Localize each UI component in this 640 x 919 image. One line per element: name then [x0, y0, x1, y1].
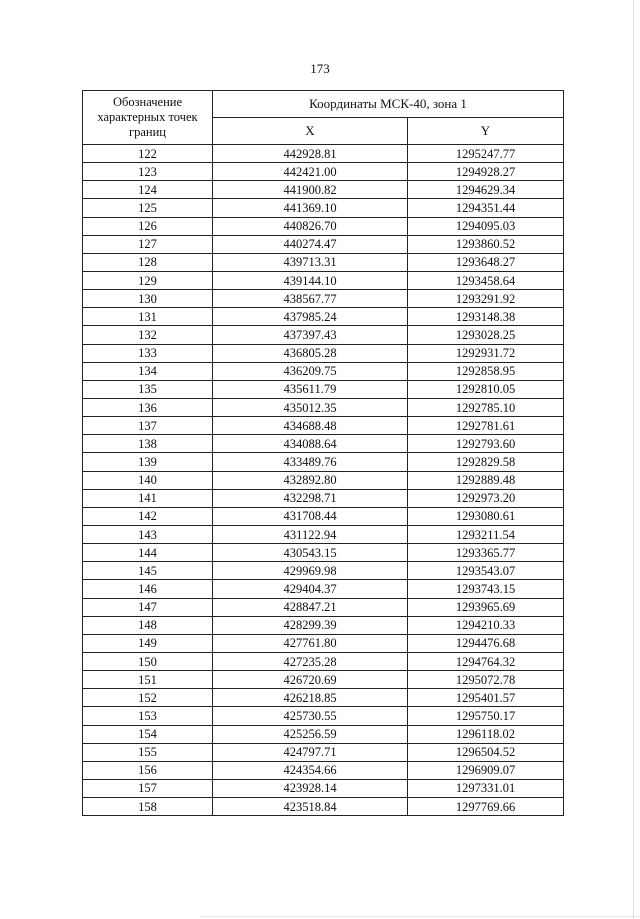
x-coordinate-cell: 440274.47 [213, 235, 408, 253]
point-cell: 145 [83, 562, 213, 580]
y-coordinate-cell: 1292931.72 [408, 344, 564, 362]
point-cell: 136 [83, 398, 213, 416]
x-coordinate-cell: 427235.28 [213, 652, 408, 670]
x-coordinate-cell: 439144.10 [213, 271, 408, 289]
y-coordinate-cell: 1293743.15 [408, 580, 564, 598]
table-row [83, 689, 564, 707]
table-row [83, 253, 564, 271]
y-coordinate-cell: 1296118.02 [408, 725, 564, 743]
point-cell: 151 [83, 671, 213, 689]
point-cell: 149 [83, 634, 213, 652]
y-coordinate-cell: 1292858.95 [408, 362, 564, 380]
x-coordinate-cell: 435611.79 [213, 380, 408, 398]
y-coordinate-cell: 1294476.68 [408, 634, 564, 652]
x-coordinate-cell: 442928.81 [213, 145, 408, 163]
point-cell: 123 [83, 163, 213, 181]
x-coordinate-cell: 438567.77 [213, 290, 408, 308]
x-coordinate-cell: 432892.80 [213, 471, 408, 489]
x-coordinate-cell: 436805.28 [213, 344, 408, 362]
table-row [83, 652, 564, 670]
y-coordinate-cell: 1295247.77 [408, 145, 564, 163]
point-cell: 140 [83, 471, 213, 489]
point-cell: 141 [83, 489, 213, 507]
x-coordinate-cell: 424797.71 [213, 743, 408, 761]
header-y: Y [408, 118, 564, 145]
point-cell: 129 [83, 271, 213, 289]
table-row [83, 235, 564, 253]
x-coordinate-cell: 433489.76 [213, 453, 408, 471]
y-coordinate-cell: 1292810.05 [408, 380, 564, 398]
y-coordinate-cell: 1297331.01 [408, 779, 564, 797]
x-coordinate-cell: 434088.64 [213, 435, 408, 453]
x-coordinate-cell: 442421.00 [213, 163, 408, 181]
x-coordinate-cell: 441369.10 [213, 199, 408, 217]
table-row [83, 616, 564, 634]
header-coordinates: Координаты МСК-40, зона 1 [213, 91, 564, 118]
table-row [83, 271, 564, 289]
point-cell: 156 [83, 761, 213, 779]
x-coordinate-cell: 423928.14 [213, 779, 408, 797]
table-row [83, 798, 564, 816]
x-coordinate-cell: 426720.69 [213, 671, 408, 689]
y-coordinate-cell: 1295072.78 [408, 671, 564, 689]
table-row [83, 598, 564, 616]
x-coordinate-cell: 424354.66 [213, 761, 408, 779]
x-coordinate-cell: 427761.80 [213, 634, 408, 652]
point-cell: 153 [83, 707, 213, 725]
y-coordinate-cell: 1292793.60 [408, 435, 564, 453]
point-cell: 137 [83, 417, 213, 435]
table-row [83, 199, 564, 217]
point-cell: 146 [83, 580, 213, 598]
table-row [83, 761, 564, 779]
y-coordinate-cell: 1293648.27 [408, 253, 564, 271]
table-row [83, 308, 564, 326]
point-cell: 154 [83, 725, 213, 743]
table-row [83, 290, 564, 308]
x-coordinate-cell: 435012.35 [213, 398, 408, 416]
point-cell: 143 [83, 525, 213, 543]
point-cell: 157 [83, 779, 213, 797]
point-cell: 132 [83, 326, 213, 344]
x-coordinate-cell: 428299.39 [213, 616, 408, 634]
table-row [83, 634, 564, 652]
x-coordinate-cell: 431708.44 [213, 507, 408, 525]
y-coordinate-cell: 1292829.58 [408, 453, 564, 471]
x-coordinate-cell: 437397.43 [213, 326, 408, 344]
table-row [83, 326, 564, 344]
x-coordinate-cell: 439713.31 [213, 253, 408, 271]
point-cell: 150 [83, 652, 213, 670]
x-coordinate-cell: 429404.37 [213, 580, 408, 598]
y-coordinate-cell: 1294928.27 [408, 163, 564, 181]
point-cell: 126 [83, 217, 213, 235]
point-cell: 124 [83, 181, 213, 199]
table-row [83, 398, 564, 416]
table-row [83, 580, 564, 598]
y-coordinate-cell: 1293965.69 [408, 598, 564, 616]
page-number: 173 [310, 61, 330, 76]
x-coordinate-cell: 423518.84 [213, 798, 408, 816]
table-row [83, 471, 564, 489]
y-coordinate-cell: 1293148.38 [408, 308, 564, 326]
point-cell: 135 [83, 380, 213, 398]
x-coordinate-cell: 434688.48 [213, 417, 408, 435]
point-cell: 152 [83, 689, 213, 707]
scan-edge-line [633, 0, 634, 919]
y-coordinate-cell: 1293543.07 [408, 562, 564, 580]
table-row [83, 562, 564, 580]
x-coordinate-cell: 426218.85 [213, 689, 408, 707]
point-cell: 147 [83, 598, 213, 616]
header-point-designation: Обозначение характерных точек границ [83, 91, 213, 145]
table-row [83, 380, 564, 398]
point-cell: 134 [83, 362, 213, 380]
x-coordinate-cell: 431122.94 [213, 525, 408, 543]
point-cell: 139 [83, 453, 213, 471]
y-coordinate-cell: 1293458.64 [408, 271, 564, 289]
y-coordinate-cell: 1293080.61 [408, 507, 564, 525]
table-row [83, 435, 564, 453]
x-coordinate-cell: 425256.59 [213, 725, 408, 743]
y-coordinate-cell: 1293860.52 [408, 235, 564, 253]
y-coordinate-cell: 1296909.07 [408, 761, 564, 779]
table-row [83, 181, 564, 199]
table-row [83, 145, 564, 163]
table-header [83, 91, 564, 145]
y-coordinate-cell: 1292785.10 [408, 398, 564, 416]
table-row [83, 779, 564, 797]
point-cell: 133 [83, 344, 213, 362]
y-coordinate-cell: 1292781.61 [408, 417, 564, 435]
table-row [83, 707, 564, 725]
y-coordinate-cell: 1293211.54 [408, 525, 564, 543]
x-coordinate-cell: 437985.24 [213, 308, 408, 326]
point-cell: 142 [83, 507, 213, 525]
point-cell: 128 [83, 253, 213, 271]
y-coordinate-cell: 1295750.17 [408, 707, 564, 725]
table-row [83, 362, 564, 380]
x-coordinate-cell: 428847.21 [213, 598, 408, 616]
table-row [83, 453, 564, 471]
table-row [83, 163, 564, 181]
table-row [83, 344, 564, 362]
y-coordinate-cell: 1294764.32 [408, 652, 564, 670]
y-coordinate-cell: 1293291.92 [408, 290, 564, 308]
y-coordinate-cell: 1297769.66 [408, 798, 564, 816]
point-cell: 148 [83, 616, 213, 634]
y-coordinate-cell: 1294629.34 [408, 181, 564, 199]
point-cell: 144 [83, 544, 213, 562]
coordinates-table [82, 90, 564, 816]
point-cell: 155 [83, 743, 213, 761]
y-coordinate-cell: 1293365.77 [408, 544, 564, 562]
x-coordinate-cell: 425730.55 [213, 707, 408, 725]
y-coordinate-cell: 1294210.33 [408, 616, 564, 634]
table-row [83, 671, 564, 689]
y-coordinate-cell: 1292973.20 [408, 489, 564, 507]
point-cell: 130 [83, 290, 213, 308]
x-coordinate-cell: 440826.70 [213, 217, 408, 235]
table-row [83, 743, 564, 761]
point-cell: 138 [83, 435, 213, 453]
x-coordinate-cell: 441900.82 [213, 181, 408, 199]
y-coordinate-cell: 1294351.44 [408, 199, 564, 217]
y-coordinate-cell: 1294095.03 [408, 217, 564, 235]
table-row [83, 544, 564, 562]
x-coordinate-cell: 432298.71 [213, 489, 408, 507]
table-row [83, 489, 564, 507]
table-body [83, 145, 564, 816]
point-cell: 131 [83, 308, 213, 326]
table-row [83, 525, 564, 543]
table-row [83, 725, 564, 743]
x-coordinate-cell: 429969.98 [213, 562, 408, 580]
x-coordinate-cell: 430543.15 [213, 544, 408, 562]
scan-bottom-line [200, 916, 640, 917]
x-coordinate-cell: 436209.75 [213, 362, 408, 380]
y-coordinate-cell: 1295401.57 [408, 689, 564, 707]
point-cell: 158 [83, 798, 213, 816]
y-coordinate-cell: 1292889.48 [408, 471, 564, 489]
point-cell: 122 [83, 145, 213, 163]
table-row [83, 507, 564, 525]
point-cell: 127 [83, 235, 213, 253]
table-row [83, 417, 564, 435]
table-row [83, 217, 564, 235]
y-coordinate-cell: 1296504.52 [408, 743, 564, 761]
header-x: X [213, 118, 408, 145]
point-cell: 125 [83, 199, 213, 217]
y-coordinate-cell: 1293028.25 [408, 326, 564, 344]
